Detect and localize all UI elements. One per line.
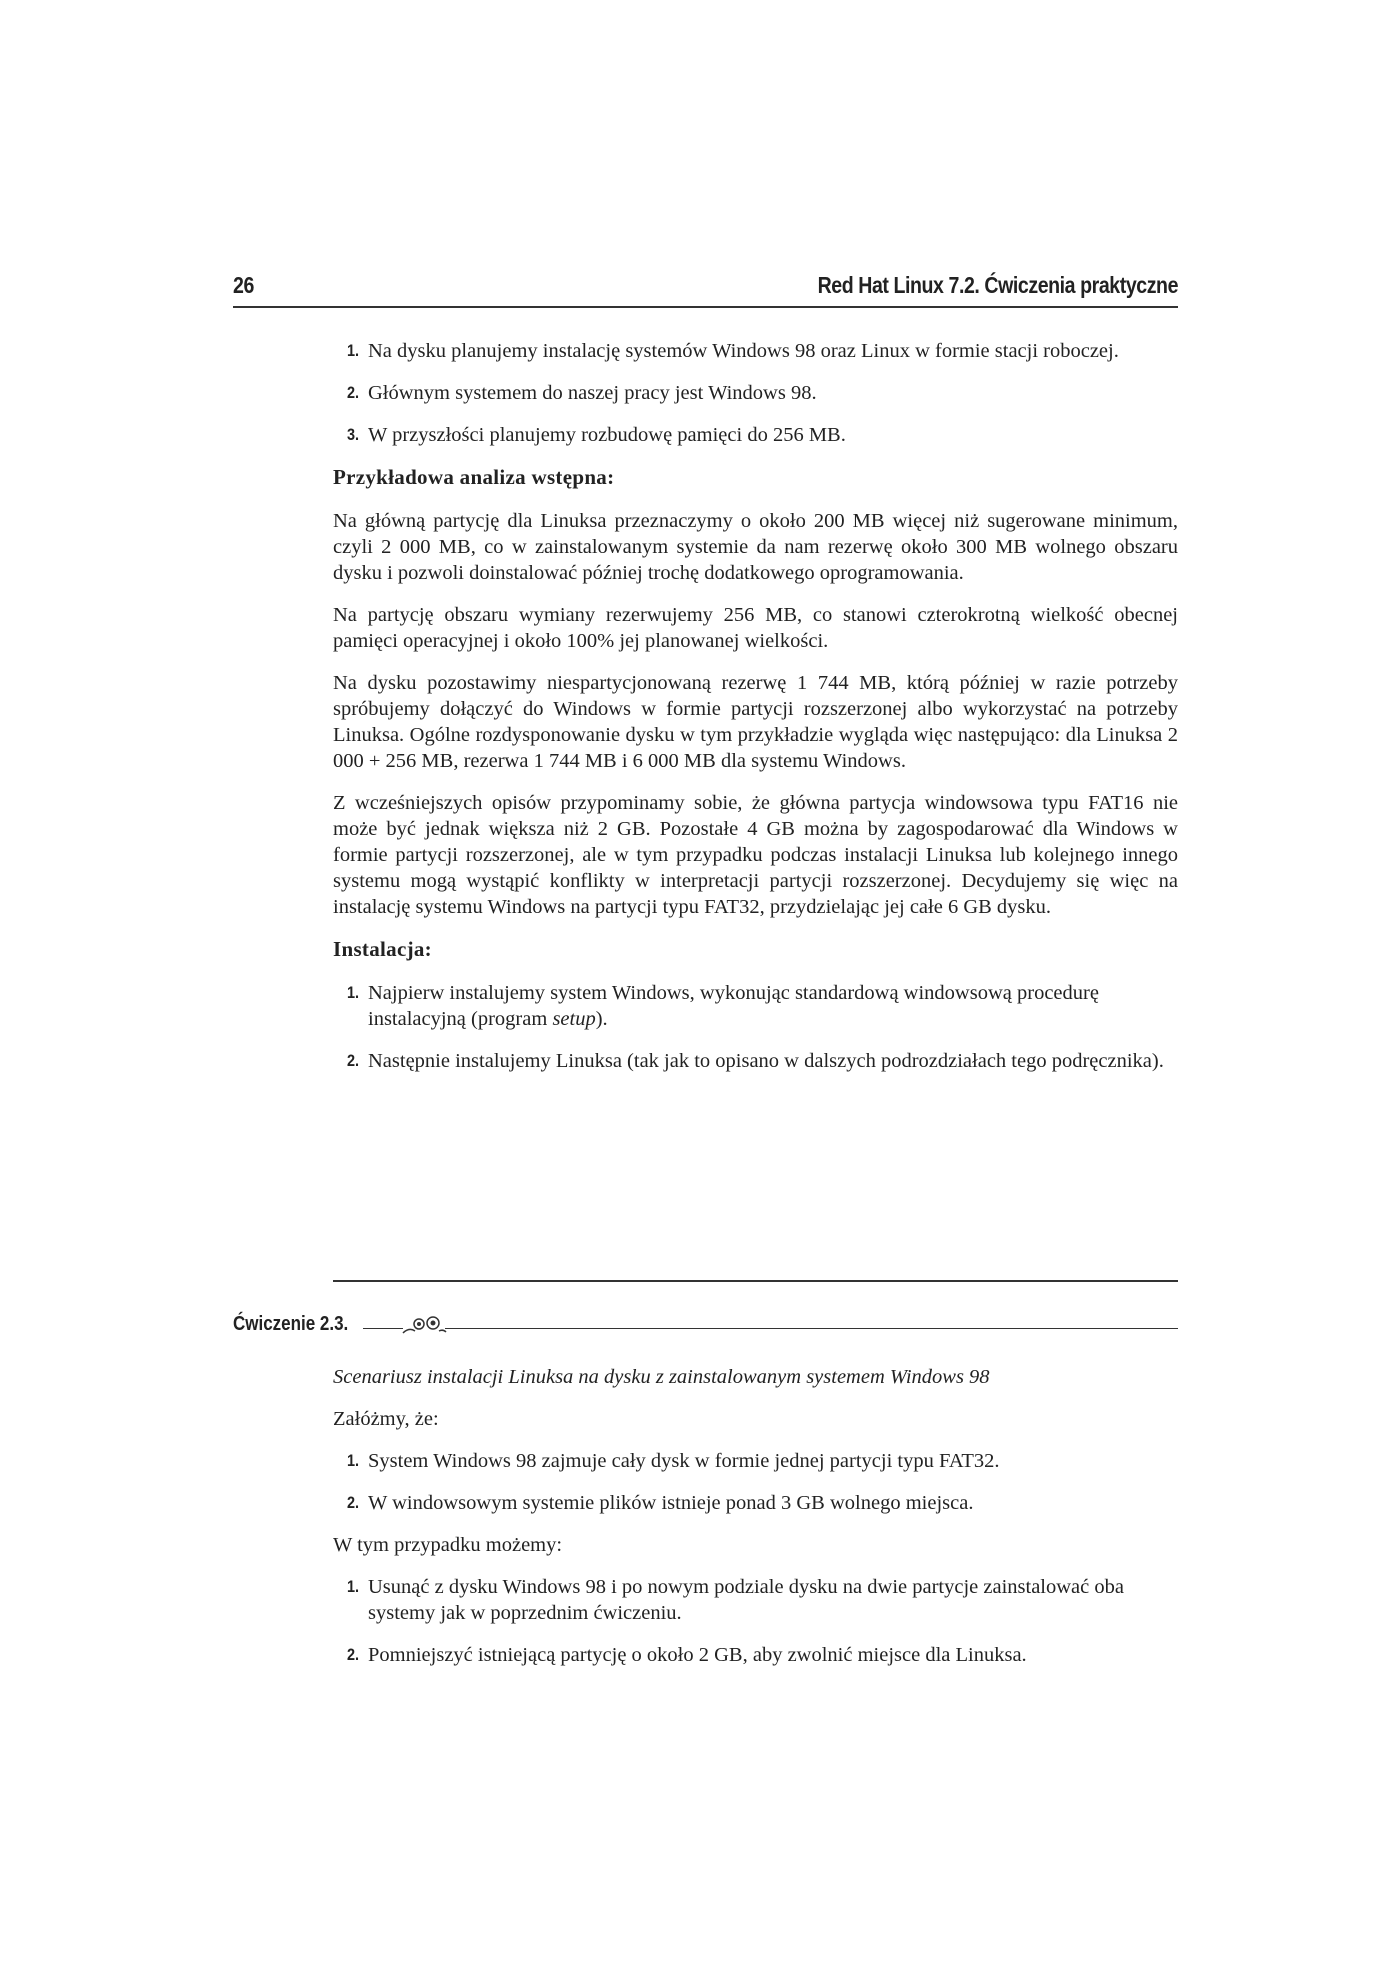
can-label: W tym przypadku możemy:	[333, 1534, 563, 1556]
list-item	[333, 980, 1178, 1032]
page-header	[233, 270, 1178, 308]
list-number: 2.	[347, 1051, 360, 1070]
page-number: 26	[233, 272, 254, 298]
list-text: Głównym systemem do naszej pracy jest Windows 98.	[368, 382, 817, 404]
list-text: Na dysku planujemy instalację systemów Windows 98 oraz Linux w formie stacji roboczej.	[368, 340, 1119, 362]
exercise-label: Ćwiczenie 2.3.	[233, 1313, 349, 1335]
main-column-top	[333, 338, 1178, 1090]
exercise-rule-left	[363, 1328, 403, 1329]
requirements-list	[333, 338, 1178, 448]
list-item	[333, 422, 1178, 448]
list-number: 2.	[347, 1493, 360, 1512]
list-number: 1.	[347, 1451, 360, 1470]
paragraph: Na partycję obszaru wymiany rezerwujemy 256 MB, co stanowi czterokrotną wielkość obecnej pamięci operacyjnej i około 100% jej planowanej wielkości.	[333, 604, 1178, 652]
list-text: Pomniejszyć istniejącą partycję o około 2 GB, aby zwolnić miejsce dla Linuksa.	[368, 1644, 1027, 1666]
list-item	[333, 1448, 1178, 1474]
paragraph: Na główną partycję dla Linuksa przeznaczymy o około 200 MB więcej niż sugerowane minimum, czyli 2 000 MB, co w zainstalowanym systemie da nam rezerwę około 300 MB wolnego obszaru dysku i pozwoli doinstalować później trochę dodatkowego oprogramowania.	[333, 510, 1178, 584]
running-title: Red Hat Linux 7.2. Ćwiczenia praktyczne	[817, 272, 1178, 298]
list-item	[333, 380, 1178, 406]
list-text: System Windows 98 zajmuje cały dysk w formie jednej partycji typu FAT32.	[368, 1450, 1000, 1472]
list-text: ).	[595, 1008, 608, 1030]
list-number: 1.	[347, 983, 360, 1002]
program-name: setup	[552, 1008, 596, 1030]
section-end-rule	[333, 1280, 1178, 1282]
exercise-heading	[233, 1313, 1178, 1343]
install-list	[333, 980, 1178, 1074]
list-number: 1.	[347, 341, 360, 360]
assume-label: Załóżmy, że:	[333, 1408, 439, 1430]
list-number: 1.	[347, 1577, 360, 1596]
can-list	[333, 1574, 1178, 1668]
list-item	[333, 338, 1178, 364]
list-text: Najpierw instalujemy system Windows, wykonując standardową windowsową procedurę instalacyjną (program	[368, 982, 1099, 1030]
list-item	[333, 1048, 1178, 1074]
difficulty-icon	[401, 1313, 447, 1337]
exercise-rule-right	[445, 1328, 1178, 1329]
paragraph: Z wcześniejszych opisów przypominamy sobie, że główna partycja windowsowa typu FAT16 nie może być jednak większa niż 2 GB. Pozostałe 4 GB można by zagospodarować dla Windows w formie partycji rozszerzonej, ale w tym przypadku podczas instalacji Linuksa lub kolejnego innego systemu mogą wystąpić konflikty w interpretacji partycji rozszerzonej. Decydujemy się więc na instalację systemu Windows na partycji typu FAT32, przydzielając jej całe 6 GB dysku.	[333, 792, 1178, 918]
list-number: 3.	[347, 425, 360, 444]
list-item	[333, 1574, 1178, 1626]
list-text: W przyszłości planujemy rozbudowę pamięci do 256 MB.	[368, 424, 846, 446]
list-number: 2.	[347, 1645, 360, 1664]
assume-list	[333, 1448, 1178, 1516]
main-column-bottom	[333, 1364, 1178, 1684]
list-text: Następnie instalujemy Linuksa (tak jak to opisano w dalszych podrozdziałach tego podręcznika).	[368, 1050, 1164, 1072]
scenario-title: Scenariusz instalacji Linuksa na dysku z zainstalowanym systemem Windows 98	[333, 1366, 990, 1388]
list-text: W windowsowym systemie plików istnieje ponad 3 GB wolnego miejsca.	[368, 1492, 974, 1514]
list-item	[333, 1642, 1178, 1668]
paragraph: Na dysku pozostawimy niespartycjonowaną rezerwę 1 744 MB, którą później w razie potrzeby spróbujemy dołączyć do Windows w formie partycji rozszerzonej albo wykorzystać na potrzeby Linuksa. Ogólne rozdysponowanie dysku w tym przykładzie wygląda więc następująco: dla Linuksa 2 000 + 256 MB, rezerwa 1 744 MB i 6 000 MB dla systemu Windows.	[333, 672, 1178, 772]
analysis-heading: Przykładowa analiza wstępna:	[333, 465, 615, 489]
list-item	[333, 1490, 1178, 1516]
list-text: Usunąć z dysku Windows 98 i po nowym podziale dysku na dwie partycje zainstalować oba systemy jak w poprzednim ćwiczeniu.	[368, 1576, 1124, 1624]
install-heading: Instalacja:	[333, 937, 432, 961]
list-number: 2.	[347, 383, 360, 402]
